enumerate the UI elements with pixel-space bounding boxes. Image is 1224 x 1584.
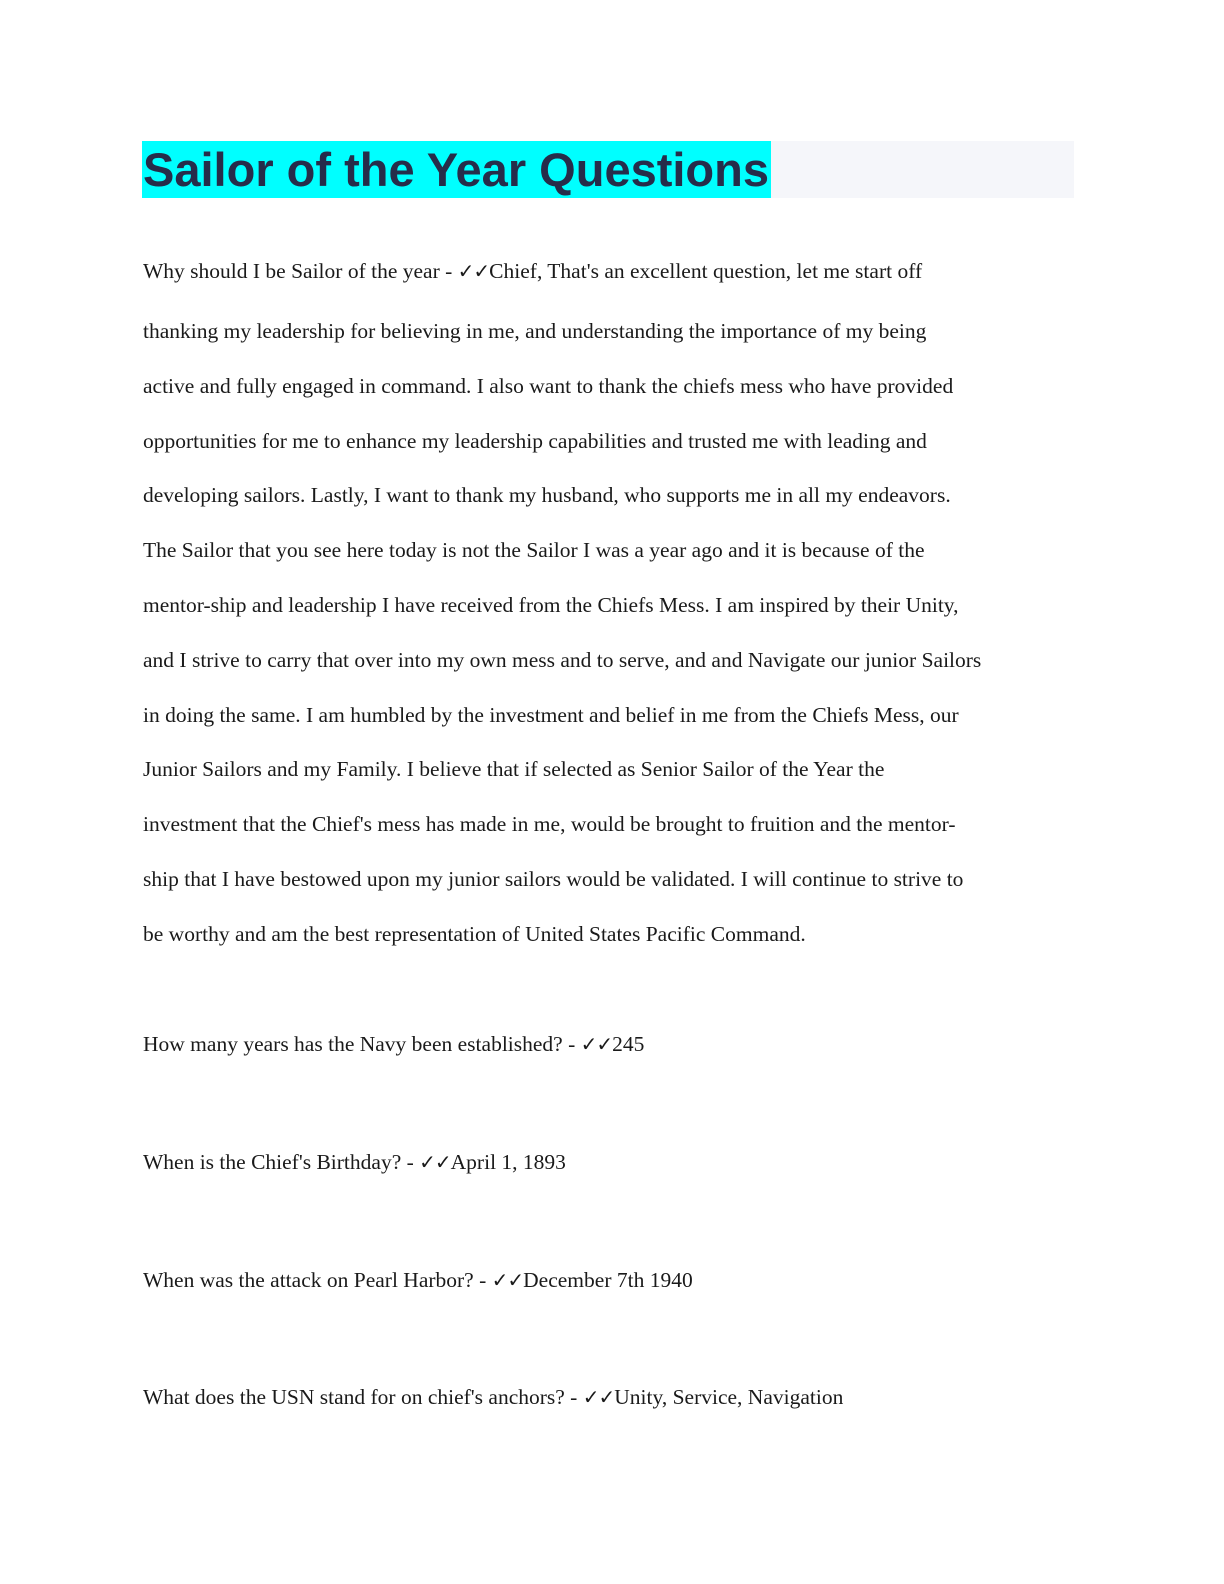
qa-item-sailor-of-the-year xyxy=(143,252,1083,970)
double-check-icon: ✓✓ xyxy=(457,259,490,283)
qa-answer: Unity, Service, Navigation xyxy=(614,1385,844,1409)
qa-question: When is the Chief's Birthday? - xyxy=(143,1150,420,1174)
qa-answer-line: thanking my leadership for believing in me, and understanding the importance of my being xyxy=(143,319,927,343)
qa-answer-line: and I strive to carry that over into my own mess and to serve, and and Navigate our junior Sailors xyxy=(143,647,982,672)
qa-answer-line: The Sailor that you see here today is not the Sailor I was a year ago and it is because of the xyxy=(143,538,925,563)
qa-answer-line: opportunities for me to enhance my leadership capabilities and trusted me with leading and xyxy=(143,428,927,453)
qa-item-chiefs-birthday xyxy=(143,1143,566,1181)
double-check-icon: ✓✓ xyxy=(419,1150,451,1174)
qa-question: Why should I be Sailor of the year - xyxy=(143,259,458,283)
double-check-icon: ✓✓ xyxy=(582,1385,615,1409)
qa-question-line xyxy=(143,252,1083,312)
qa-question: How many years has the Navy been established? - xyxy=(143,1032,581,1056)
qa-answer: December 7th 1940 xyxy=(523,1268,693,1292)
page-title: Sailor of the Year Questions xyxy=(143,143,769,196)
qa-item-navy-years xyxy=(143,1025,644,1063)
qa-answer-line: be worthy and am the best representation of United States Pacific Command. xyxy=(143,921,806,946)
qa-item-pearl-harbor xyxy=(143,1261,693,1299)
qa-answer-line: active and fully engaged in command. I also want to thank the chiefs mess who have provided xyxy=(143,373,954,398)
qa-answer-line: developing sailors. Lastly, I want to thank my husband, who supports me in all my endeavors. xyxy=(143,483,951,508)
qa-question: When was the attack on Pearl Harbor? - xyxy=(143,1268,492,1292)
qa-item-usn-anchors xyxy=(143,1378,843,1416)
qa-answer-line: in doing the same. I am humbled by the investment and belief in me from the Chiefs Mess, our xyxy=(143,702,959,727)
double-check-icon: ✓✓ xyxy=(491,1268,524,1292)
qa-answer-line: mentor-ship and leadership I have received from the Chiefs Mess. I am inspired by their Unity, xyxy=(143,592,959,617)
qa-answer-line: Chief, That's an excellent question, let me start off xyxy=(489,259,923,283)
qa-answer-line: Junior Sailors and my Family. I believe that if selected as Senior Sailor of the Year the xyxy=(143,757,885,782)
qa-answer-line: ship that I have bestowed upon my junior sailors would be validated. I will continue to strive to xyxy=(143,866,964,891)
qa-answer: April 1, 1893 xyxy=(450,1150,566,1174)
qa-answer: 245 xyxy=(612,1032,645,1056)
double-check-icon: ✓✓ xyxy=(580,1032,613,1056)
qa-answer-line: investment that the Chief's mess has made in me, would be brought to fruition and the mentor- xyxy=(143,812,956,837)
qa-question: What does the USN stand for on chief's anchors? - xyxy=(143,1385,583,1409)
